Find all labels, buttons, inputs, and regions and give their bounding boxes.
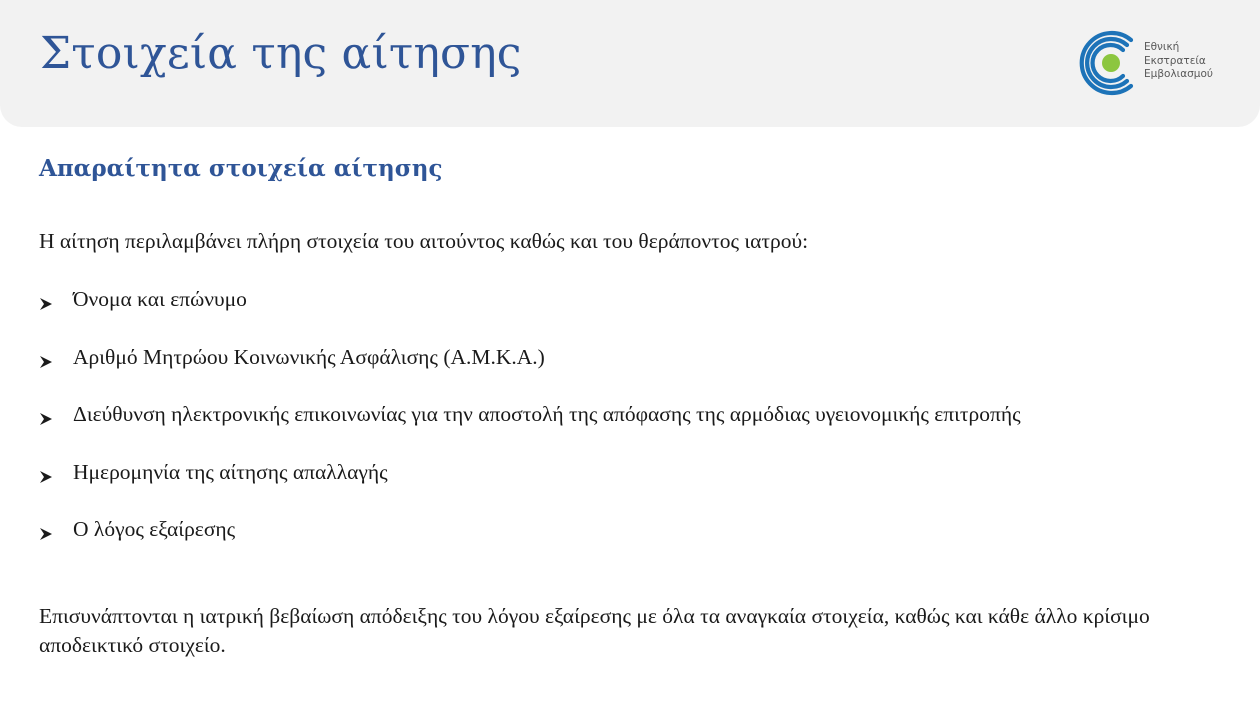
page-title: Στοιχεία της αίτησης (40, 28, 522, 79)
campaign-logo (1076, 28, 1226, 98)
arrowhead-bullet-icon (39, 460, 73, 490)
list-item (39, 460, 1021, 518)
logo-line-2: Εκστρατεία (1144, 54, 1206, 67)
list-item (39, 402, 1021, 460)
attachments-note: Επισυνάπτονται η ιατρική βεβαίωση απόδειξης του λόγου εξαίρεσης με όλα τα αναγκαία στοιχεία, καθώς και κάθε άλλο κρίσιμο αποδεικτικό στοιχείο. (39, 604, 1150, 657)
list-item (39, 517, 1021, 575)
list-item (39, 345, 1021, 403)
list-item (39, 287, 1021, 345)
logo-line-1: Εθνική (1144, 41, 1180, 53)
requirements-list (39, 287, 1021, 575)
arrowhead-bullet-icon (39, 345, 73, 375)
logo-line-3: Εμβολιασμού (1144, 68, 1213, 80)
arrowhead-bullet-icon (39, 287, 73, 317)
list-item-text: Ο λόγος εξαίρεσης (73, 517, 236, 541)
list-item-text: Διεύθυνση ηλεκτρονικής επικοινωνίας για την αποστολή της απόφασης της αρμόδιας υγειονομικής επιτροπής (73, 402, 1021, 426)
list-item-text: Αριθμό Μητρώου Κοινωνικής Ασφάλισης (Α.Μ.Κ.Α.) (73, 344, 545, 369)
intro-text: Η αίτηση περιλαμβάνει πλήρη στοιχεία του αιτούντος καθώς και του θεράποντος ιατρού: (39, 229, 809, 253)
logo-text (1144, 41, 1213, 82)
section-title: Απαραίτητα στοιχεία αίτησης (39, 155, 443, 182)
list-item-text: Ημερομηνία της αίτησης απαλλαγής (73, 459, 388, 484)
arrowhead-bullet-icon (39, 517, 73, 547)
vaccination-campaign-logo-icon (1076, 28, 1140, 98)
list-item-text: Όνομα και επώνυμο (73, 287, 247, 311)
arrowhead-bullet-icon (39, 402, 73, 432)
